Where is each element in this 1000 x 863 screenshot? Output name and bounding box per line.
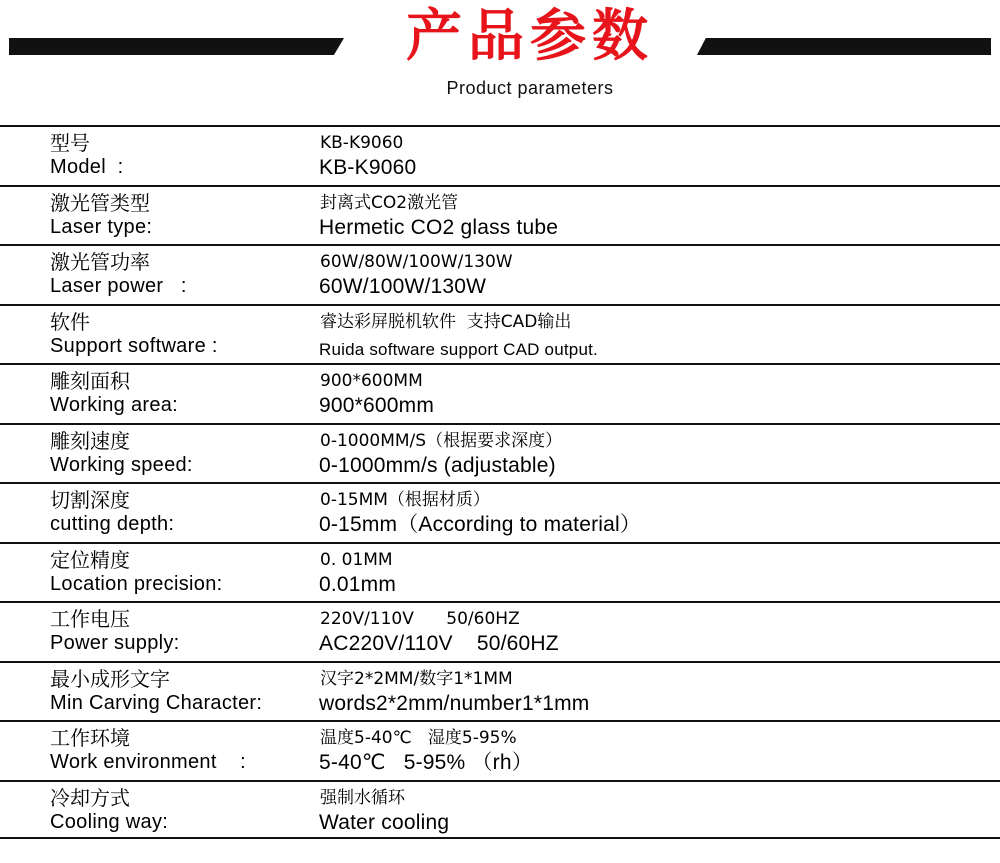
param-value-cn: 0. 01MM	[320, 549, 393, 570]
header	[0, 0, 1000, 120]
param-row-min-character	[0, 661, 1000, 721]
param-label-en: Working area:	[50, 394, 179, 416]
param-label-en: Support software :	[50, 334, 218, 357]
param-row-laser-type	[0, 185, 1000, 245]
param-label-en: Cooling way:	[50, 810, 169, 833]
param-label-cn: 最小成形文字	[50, 666, 170, 691]
parameters-table	[0, 125, 1000, 839]
param-label-en: cutting depth:	[50, 513, 175, 535]
param-value-en: Ruida software support CAD output.	[319, 339, 598, 359]
param-value-en: 60W/100W/130W	[319, 275, 487, 298]
param-value-en: KB-K9060	[319, 156, 417, 179]
param-value-cn: 900*600MM	[320, 371, 423, 391]
param-label-en: Location precision:	[50, 572, 223, 595]
decorative-bar-left	[9, 38, 344, 55]
param-value-cn: 汉字2*2MM/数字1*1MM	[320, 668, 513, 689]
param-label-cn: 雕刻速度	[50, 428, 130, 453]
param-value-cn: 60W/80W/100W/130W	[320, 252, 513, 272]
param-value-cn: 温度5-40℃ 湿度5-95%	[320, 728, 517, 748]
param-row-model	[0, 125, 1000, 185]
param-row-power-supply	[0, 601, 1000, 661]
param-row-work-environment	[0, 720, 1000, 780]
param-value-cn: 睿达彩屏脱机软件 支持CAD输出	[320, 311, 572, 332]
param-value-en: Water cooling	[319, 810, 450, 834]
param-value-cn: 0-1000MM/S（根据要求深度）	[320, 430, 563, 451]
param-label-cn: 定位精度	[50, 547, 130, 572]
param-row-working-area	[0, 363, 1000, 423]
param-value-en: AC220V/110V 50/60HZ	[319, 632, 559, 655]
param-value-en: 0.01mm	[319, 572, 397, 596]
param-label-cn: 工作电压	[50, 607, 130, 631]
param-label-en: Min Carving Character:	[50, 691, 263, 714]
param-label-cn: 雕刻面积	[50, 369, 130, 393]
param-label-en: Laser power :	[50, 275, 187, 297]
param-value-en: 0-1000mm/s (adjustable)	[319, 453, 556, 477]
param-row-cooling-way	[0, 780, 1000, 840]
param-row-location-precision	[0, 542, 1000, 602]
param-value-cn: KB-K9060	[320, 133, 404, 153]
param-label-en: Power supply:	[50, 632, 180, 654]
param-value-en: 5-40℃ 5-95% （rh）	[319, 751, 533, 774]
param-value-en: words2*2mm/number1*1mm	[319, 691, 590, 715]
param-label-cn: 型号	[50, 131, 90, 155]
param-value-en: 0-15mm（According to material）	[319, 513, 642, 536]
page-title: 产品参数	[406, 4, 654, 69]
param-value-en: 900*600mm	[319, 394, 435, 417]
param-label-en: Work environment :	[50, 751, 246, 773]
param-label-cn: 切割深度	[50, 488, 130, 512]
param-row-working-speed	[0, 423, 1000, 483]
page-subtitle: Product parameters	[446, 78, 614, 98]
param-value-cn: 封离式CO2激光管	[320, 192, 459, 213]
param-label-cn: 工作环境	[50, 726, 130, 750]
param-row-software	[0, 304, 1000, 364]
param-label-en: Working speed:	[50, 453, 193, 476]
param-label-en: Laser type:	[50, 215, 153, 238]
param-value-en: Hermetic CO2 glass tube	[319, 215, 559, 239]
param-label-cn: 激光管功率	[50, 250, 150, 274]
param-label-en: Model :	[50, 156, 124, 178]
decorative-bar-right	[697, 38, 991, 55]
param-label-cn: 软件	[50, 309, 90, 334]
param-label-cn: 冷却方式	[50, 785, 130, 810]
param-row-laser-power	[0, 244, 1000, 304]
param-label-cn: 激光管类型	[50, 190, 150, 215]
param-value-cn: 强制水循环	[320, 787, 405, 808]
param-value-cn: 220V/110V 50/60HZ	[320, 609, 520, 629]
param-value-cn: 0-15MM（根据材质）	[320, 490, 490, 510]
param-row-cutting-depth	[0, 482, 1000, 542]
